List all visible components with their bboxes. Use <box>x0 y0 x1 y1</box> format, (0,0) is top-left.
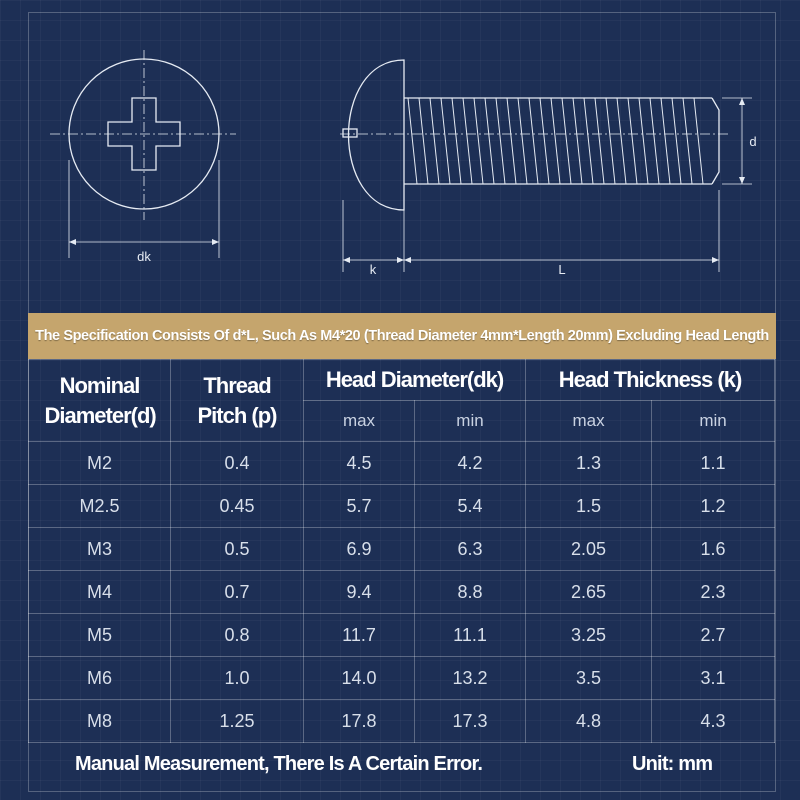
cell-dk-max: 11.7 <box>304 614 415 657</box>
thread-line <box>540 98 549 184</box>
cell-dk-min: 4.2 <box>415 442 526 485</box>
cell-k-max: 1.5 <box>526 485 652 528</box>
thread-line <box>463 98 472 184</box>
thread-line <box>485 98 494 184</box>
cell-thread-pitch: 1.25 <box>171 700 304 743</box>
thread-line <box>507 98 516 184</box>
cell-thread-pitch: 0.45 <box>171 485 304 528</box>
cell-dk-max: 5.7 <box>304 485 415 528</box>
k-label: k <box>369 262 377 277</box>
cell-dk-min: 13.2 <box>415 657 526 700</box>
thread-line <box>441 98 450 184</box>
cell-thread-pitch: 0.7 <box>171 571 304 614</box>
thread-line <box>474 98 483 184</box>
cell-nominal-diameter: M4 <box>29 571 171 614</box>
cell-dk-max: 6.9 <box>304 528 415 571</box>
thread-line <box>639 98 648 184</box>
header-dk-min: min <box>415 401 526 442</box>
cell-nominal-diameter: M5 <box>29 614 171 657</box>
thread-line <box>694 98 703 184</box>
cell-k-min: 1.6 <box>652 528 775 571</box>
thread-line <box>419 98 428 184</box>
cell-k-max: 2.65 <box>526 571 652 614</box>
footer <box>28 741 774 787</box>
spec-table <box>28 359 775 743</box>
table-row <box>29 528 775 571</box>
thread-line <box>496 98 505 184</box>
cell-thread-pitch: 1.0 <box>171 657 304 700</box>
cell-k-max: 3.25 <box>526 614 652 657</box>
thread-line <box>551 98 560 184</box>
cell-k-min: 3.1 <box>652 657 775 700</box>
header-head-diameter: Head Diameter(dk) <box>304 360 526 401</box>
table-row <box>29 614 775 657</box>
cell-dk-min: 11.1 <box>415 614 526 657</box>
thread-line <box>628 98 637 184</box>
cell-nominal-diameter: M8 <box>29 700 171 743</box>
d-label: d <box>749 134 757 149</box>
dk-label: dk <box>137 249 151 264</box>
thread-lines <box>408 98 703 184</box>
screw-diagram <box>0 0 800 310</box>
cell-nominal-diameter: M3 <box>29 528 171 571</box>
thread-line <box>529 98 538 184</box>
header-head-thickness: Head Thickness (k) <box>526 360 775 401</box>
thread-line <box>683 98 692 184</box>
cell-dk-max: 4.5 <box>304 442 415 485</box>
cell-thread-pitch: 0.5 <box>171 528 304 571</box>
cell-nominal-diameter: M6 <box>29 657 171 700</box>
thread-line <box>595 98 604 184</box>
thread-line <box>650 98 659 184</box>
unit-label: Unit: mm <box>632 752 713 775</box>
cell-dk-min: 6.3 <box>415 528 526 571</box>
cell-k-max: 4.8 <box>526 700 652 743</box>
header-dk-max: max <box>304 401 415 442</box>
header-k-max: max <box>526 401 652 442</box>
table-row <box>29 571 775 614</box>
cell-k-max: 2.05 <box>526 528 652 571</box>
cell-k-max: 1.3 <box>526 442 652 485</box>
thread-line <box>573 98 582 184</box>
cell-dk-max: 14.0 <box>304 657 415 700</box>
thread-line <box>562 98 571 184</box>
cell-dk-max: 9.4 <box>304 571 415 614</box>
thread-line <box>408 98 417 184</box>
thread-line <box>584 98 593 184</box>
shank-tip <box>712 98 719 184</box>
thread-line <box>452 98 461 184</box>
cell-k-min: 1.2 <box>652 485 775 528</box>
table-row <box>29 442 775 485</box>
cell-k-min: 2.3 <box>652 571 775 614</box>
cell-dk-max: 17.8 <box>304 700 415 743</box>
thread-line <box>430 98 439 184</box>
thread-line <box>518 98 527 184</box>
cell-dk-min: 5.4 <box>415 485 526 528</box>
cell-nominal-diameter: M2.5 <box>29 485 171 528</box>
cell-k-min: 1.1 <box>652 442 775 485</box>
cell-thread-pitch: 0.8 <box>171 614 304 657</box>
cell-nominal-diameter: M2 <box>29 442 171 485</box>
L-label: L <box>558 262 566 277</box>
cell-k-min: 4.3 <box>652 700 775 743</box>
thread-line <box>661 98 670 184</box>
cell-thread-pitch: 0.4 <box>171 442 304 485</box>
thread-line <box>606 98 615 184</box>
thread-line <box>672 98 681 184</box>
table-row <box>29 657 775 700</box>
specification-banner: The Specification Consists Of d*L, Such As M4*20 (Thread Diameter 4mm*Length 20mm) Excluding Head Length <box>28 313 776 359</box>
slot-recess <box>343 129 357 137</box>
thread-line <box>617 98 626 184</box>
header-nominal-diameter: Nominal Diameter(d) <box>29 360 171 442</box>
cell-dk-min: 17.3 <box>415 700 526 743</box>
header-k-min: min <box>652 401 775 442</box>
header-thread-pitch: Thread Pitch (p) <box>171 360 304 442</box>
table-row <box>29 700 775 743</box>
measurement-note: Manual Measurement, There Is A Certain Error. <box>75 752 483 775</box>
table-row <box>29 485 775 528</box>
cell-dk-min: 8.8 <box>415 571 526 614</box>
cell-k-max: 3.5 <box>526 657 652 700</box>
cell-k-min: 2.7 <box>652 614 775 657</box>
